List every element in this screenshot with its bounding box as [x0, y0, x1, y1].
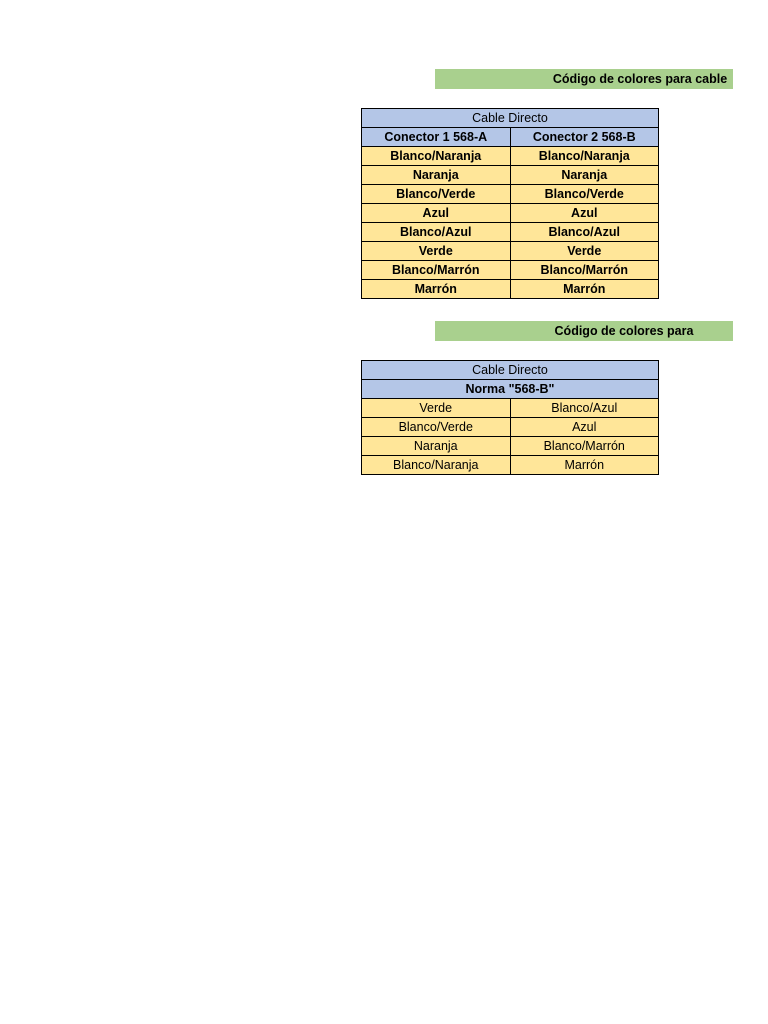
column-header-connector-1: Conector 1 568-A — [362, 128, 511, 147]
table-cell: Azul — [510, 204, 659, 223]
table-title: Cable Directo — [362, 109, 659, 128]
section-1-banner — [435, 69, 733, 89]
column-header-row — [362, 128, 659, 147]
table-cell: Blanco/Marrón — [510, 437, 659, 456]
section-2-banner-text: Código de colores para — [554, 324, 694, 338]
table-cell: Verde — [362, 399, 511, 418]
table-subtitle: Norma "568-B" — [362, 380, 659, 399]
table-row — [362, 261, 659, 280]
table-cell: Azul — [510, 418, 659, 437]
table-cell: Blanco/Azul — [510, 223, 659, 242]
table-row — [362, 166, 659, 185]
table-cell: Blanco/Naranja — [362, 147, 511, 166]
table-subtitle-row — [362, 380, 659, 399]
table-title-row — [362, 109, 659, 128]
table-cell: Marrón — [510, 456, 659, 475]
table-cell: Blanco/Verde — [362, 418, 511, 437]
table-row — [362, 204, 659, 223]
column-header-connector-2: Conector 2 568-B — [510, 128, 659, 147]
color-code-table-568a-568b — [361, 108, 659, 299]
table-cell: Blanco/Marrón — [510, 261, 659, 280]
table-row — [362, 437, 659, 456]
table-row — [362, 147, 659, 166]
table-cell: Blanco/Verde — [510, 185, 659, 204]
table-cell: Naranja — [510, 166, 659, 185]
table-row — [362, 242, 659, 261]
table-row — [362, 418, 659, 437]
table-cell: Naranja — [362, 166, 511, 185]
table-cell: Azul — [362, 204, 511, 223]
table-cell: Blanco/Naranja — [510, 147, 659, 166]
section-2-banner — [435, 321, 733, 341]
section-1-banner-text: Código de colores para cable — [552, 72, 728, 86]
table-row — [362, 223, 659, 242]
table-cell: Blanco/Azul — [362, 223, 511, 242]
table-cell: Marrón — [362, 280, 511, 299]
table-row — [362, 185, 659, 204]
table-title-row — [362, 361, 659, 380]
table-row — [362, 280, 659, 299]
table-cell: Verde — [362, 242, 511, 261]
table-cell: Marrón — [510, 280, 659, 299]
table-cell: Blanco/Azul — [510, 399, 659, 418]
color-code-table-568b — [361, 360, 659, 475]
table-cell: Blanco/Naranja — [362, 456, 511, 475]
table-cell: Blanco/Marrón — [362, 261, 511, 280]
table-cell: Verde — [510, 242, 659, 261]
table-cell: Naranja — [362, 437, 511, 456]
table-row — [362, 399, 659, 418]
table-row — [362, 456, 659, 475]
table-title: Cable Directo — [362, 361, 659, 380]
table-cell: Blanco/Verde — [362, 185, 511, 204]
